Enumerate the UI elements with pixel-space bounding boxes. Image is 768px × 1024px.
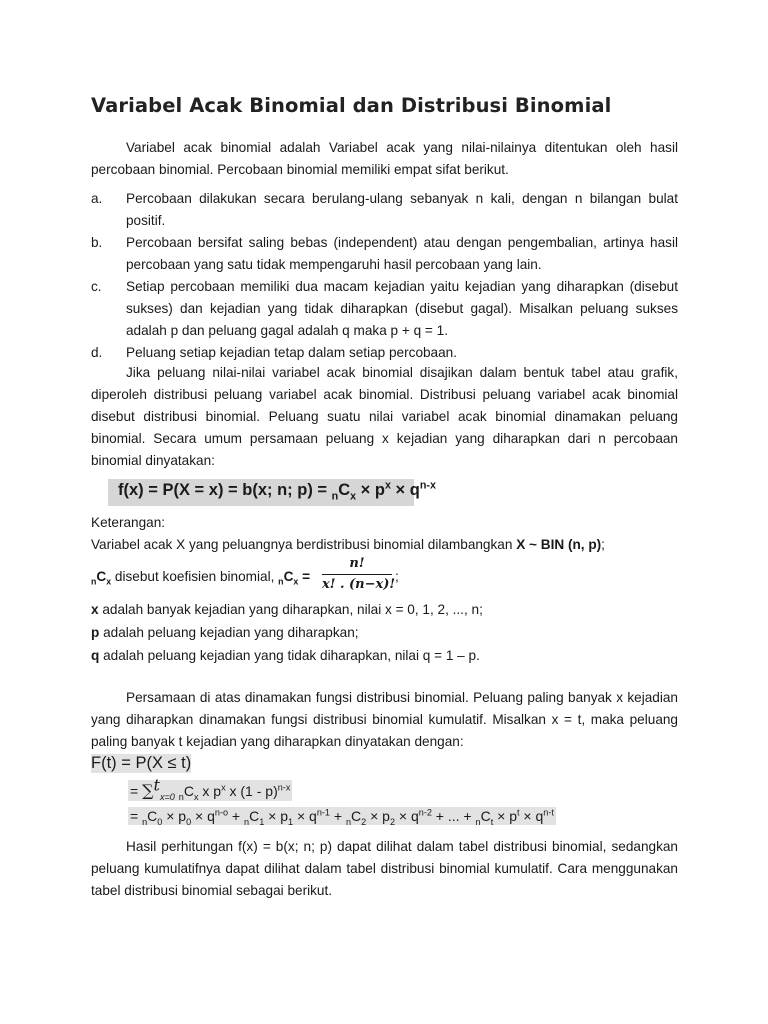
- sum-p-exp: x: [221, 782, 226, 793]
- p-text: adalah peluang kejadian yang diharapkan;: [99, 625, 359, 640]
- q-definition: [91, 645, 480, 667]
- formula-lhs: f(x) = P(X = x) = b(x; n; p) =: [118, 481, 332, 499]
- sum-n: n: [178, 791, 184, 802]
- cumulative-sum-line: [128, 775, 292, 802]
- keterangan-text: Variabel acak X yang peluangnya berdistribusi binomial dilambangkan: [91, 537, 517, 552]
- fraction-bar: [322, 574, 392, 575]
- formula-x: x: [350, 490, 357, 503]
- sigma-icon: ∑: [142, 781, 154, 800]
- p-var: p: [91, 625, 100, 640]
- list-item: [91, 188, 678, 232]
- cumulative-paragraph: Persamaan di atas dinamakan fungsi distribusi binomial. Peluang paling banyak x kejadian yang diharapkan dinamakan fungsi distribusi binomial kumulatif. Misalkan x = t, maka peluang paling banyak t kejadian yang diharapkan dinyatakan dengan:: [91, 690, 678, 749]
- keterangan-heading: Keterangan:: [91, 515, 166, 530]
- cumulative-expansion-line: [128, 807, 556, 825]
- coefficient-fraction: [322, 555, 396, 594]
- list-item: [91, 342, 678, 364]
- coef-eq: =: [298, 569, 311, 584]
- binomial-formula: [118, 479, 436, 503]
- sum-c: C: [183, 783, 194, 799]
- fraction-numerator: n!: [349, 556, 365, 571]
- list-text: Peluang setiap kejadian tetap dalam setiap percobaan.: [126, 345, 458, 360]
- q-var: q: [91, 648, 100, 663]
- coef-x: x: [106, 576, 112, 587]
- list-marker: b.: [91, 235, 103, 250]
- list-text: Percobaan bersifat saling bebas (independent) atau dengan pengembalian, artinya hasil percobaan yang satu tidak mempengaruhi hasil percobaan yang lain.: [126, 235, 678, 272]
- sum-q: x (1 - p): [225, 783, 278, 799]
- list-text: Setiap percobaan memiliki dua macam kejadian yaitu kejadian yang diharapkan (disebut sukses) dan kejadian yang tidak diharapkan (disebut gagal). Misalkan peluang sukses adalah p dan peluang gagal adalah q maka p + q = 1.: [126, 279, 678, 338]
- coef-text: disebut koefisien binomial,: [111, 569, 279, 584]
- formula-q: × q: [390, 481, 420, 499]
- formula-n: n: [331, 490, 339, 503]
- coef-x-2: x: [293, 576, 299, 587]
- coef-end: ;: [395, 569, 399, 584]
- coef-c: C: [96, 569, 107, 584]
- q-text: adalah peluang kejadian yang tidak diharapkan, nilai q = 1 – p.: [99, 648, 480, 663]
- x-definition: [91, 599, 483, 621]
- sum-eq: =: [130, 783, 143, 799]
- coef-n-2: n: [278, 576, 284, 587]
- page-title: Variabel Acak Binomial dan Distribusi Binomial: [91, 94, 612, 117]
- keterangan-line-1: [91, 534, 605, 556]
- list-marker: d.: [91, 345, 103, 360]
- list-text: Percobaan dilakukan secara berulang-ulang sebanyak n kali, dengan n bilangan bulat positif.: [126, 191, 678, 228]
- list-marker: c.: [91, 279, 102, 294]
- p-definition: [91, 622, 359, 644]
- distribution-paragraph: Jika peluang nilai-nilai variabel acak binomial disajikan dalam bentuk tabel atau grafik, diperoleh distribusi peluang variabel acak binomial. Distribusi peluang variabel acak binomial disebut distribusi binomial. Peluang suatu nilai variabel acak binomial dinamakan peluang binomial. Secara umum persamaan peluang x kejadian yang diharapkan dari n percobaan binomial dinyatakan:: [91, 365, 678, 468]
- list-marker: a.: [91, 191, 103, 206]
- sum-x: x: [193, 791, 199, 802]
- list-item: [91, 276, 678, 342]
- sum-lower-index: x=0: [159, 791, 175, 802]
- properties-list: [91, 188, 678, 364]
- x-text: adalah banyak kejadian yang diharapkan, nilai x = 0, 1, 2, ..., n;: [98, 602, 483, 617]
- expansion-text: = $_nC_0 \times p_0 \times q^{n-o} + _nC_1 \times p_1 \times q^{n-1} + _nC_2 \times p_2 \times q^{n-2}$ + ... + $_nC_t \times p^t \times q^{n-t}$: [130, 807, 554, 827]
- formula-p-exp: x: [384, 479, 391, 492]
- coef-c-2: C: [283, 569, 294, 584]
- x-var: x: [91, 602, 99, 617]
- sum-upper-t: t: [153, 775, 160, 795]
- formula-q-exp: n-x: [419, 479, 436, 492]
- intro-paragraph: Variabel acak binomial adalah Variabel acak yang nilai-nilainya ditentukan oleh hasil percobaan binomial. Percobaan binomial memiliki empat sifat berikut.: [91, 140, 678, 177]
- bin-notation: X ~ BIN (n, p): [516, 537, 602, 552]
- binomial-coefficient-line: [91, 566, 310, 588]
- sum-lower: [160, 792, 175, 802]
- formula-p: × p: [356, 481, 385, 499]
- closing-paragraph: Hasil perhitungan f(x) = b(x; n; p) dapat dilihat dalam tabel distribusi binomial, sedangkan peluang kumulatifnya dapat dilihat dalam tabel distribusi binomial kumulatif. Cara menggunakan tabel distribusi binomial sebagai berikut.: [91, 839, 678, 898]
- formula-c: C: [338, 481, 351, 499]
- keterangan-end: ;: [601, 537, 605, 552]
- sum-p: x p: [198, 783, 222, 799]
- coef-n: n: [91, 576, 97, 587]
- sum-q-exp: n-x: [277, 782, 291, 793]
- list-item: [91, 232, 678, 276]
- fraction-denominator: x! . (n−x)!: [322, 577, 396, 592]
- cumulative-formula-label: F(t) = P(X ≤ t): [91, 754, 192, 772]
